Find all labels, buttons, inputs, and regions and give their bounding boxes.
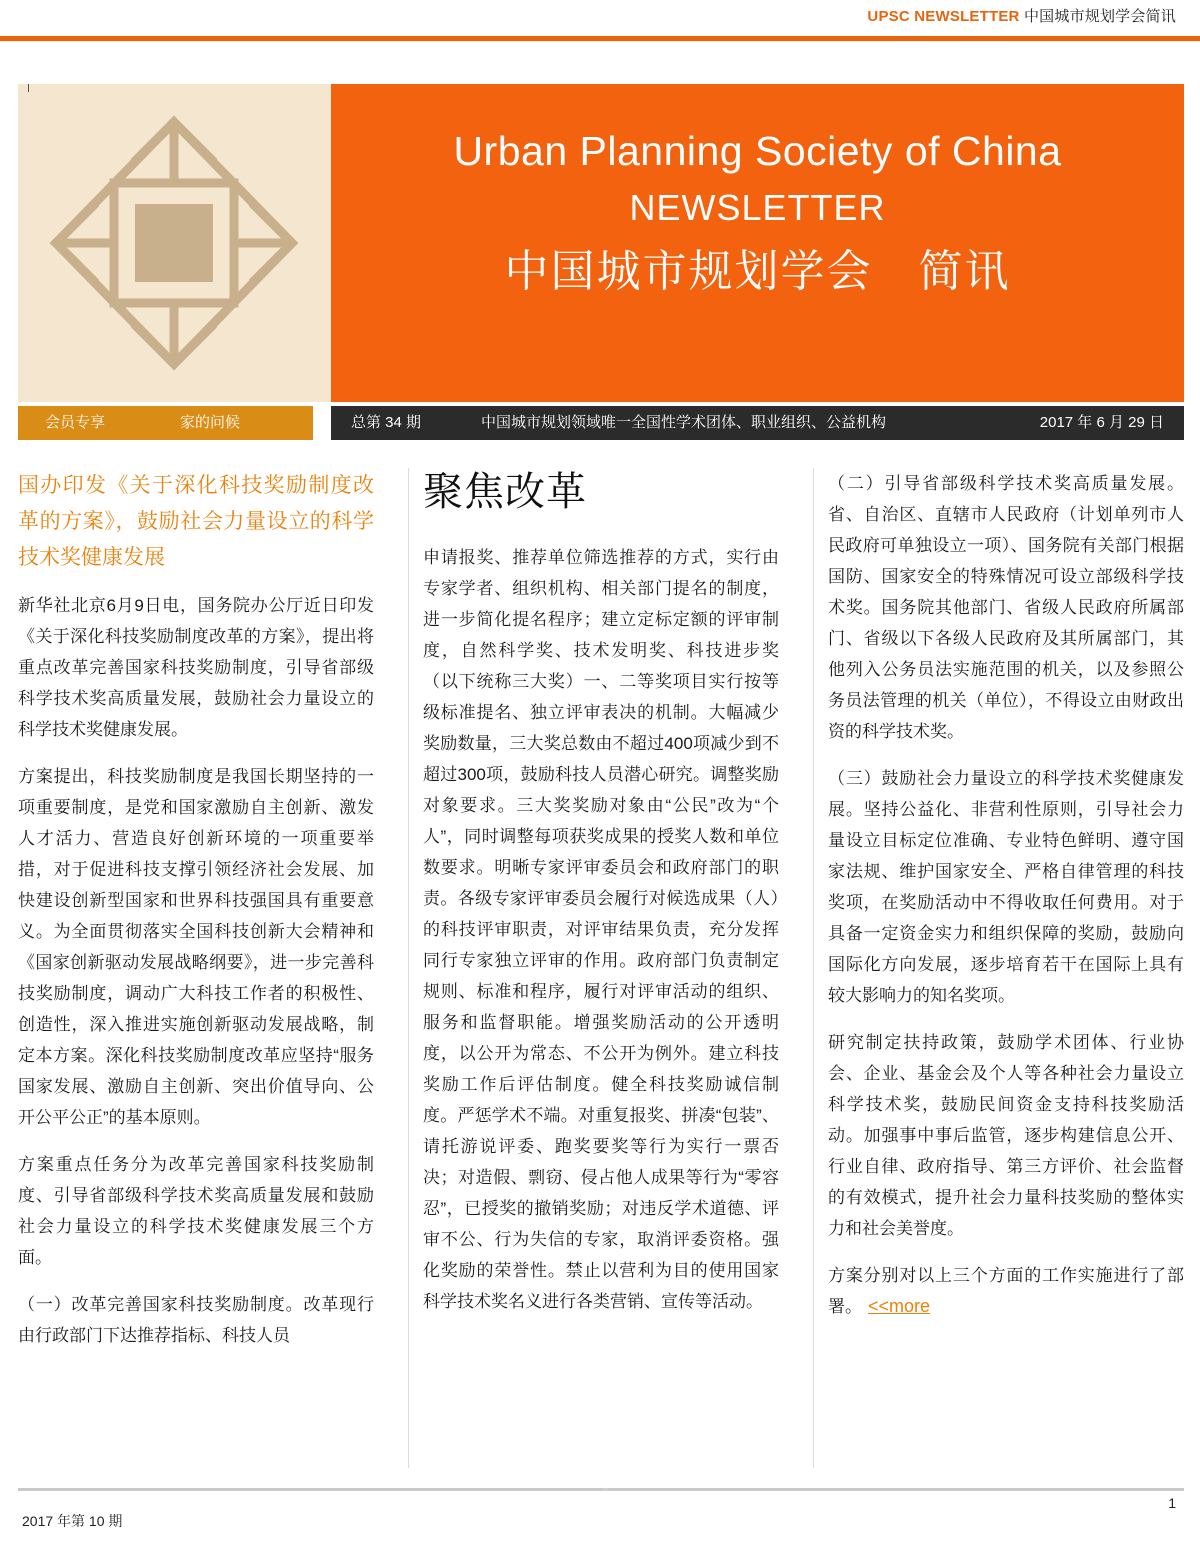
greeting-label: 家的问候 (180, 414, 241, 431)
column-1-paragraph-2: 方案提出，科技奖励制度是我国长期坚持的一项重要制度，是党和国家激励自主创新、激发人才活力、营造良好创新环境的一项重要举措，对于促进科技支撑引领经济社会发展、加快建设创新型国家和世界科技强国具有重要意义。为全面贯彻落实全国科技创新大会精神和《国家创新驱动发展战略纲要》，进一步完善科技奖励制度，调动广大科技工作者的积极性、创造性，深入推进实施创新驱动发展战略，制定本方案。深化科技奖励制度改革应坚持“服务国家发展、激励自主创新、突出价值导向、公开公平公正”的基本原则。 (18, 767, 374, 1127)
issue-number: 总第 34 期 (351, 414, 422, 431)
column-3-paragraph-3: 研究制定扶持政策，鼓励学术团体、行业协会、企业、基金会及个人等各种社会力量设立科学技术奖，鼓励民间资金支持科技奖励活动。加强事中事后监管，逐步构建信息公开、行业自律、政府指导、第三方评价、社会监督的有效模式，提升社会力量科技奖励的整体实力和社会美誉度。 (828, 1033, 1184, 1238)
column-3-paragraph-1: （二）引导省部级科学技术奖高质量发展。省、自治区、直辖市人民政府（计划单列市人民政府可单独设立一项）、国务院有关部门根据国防、国家安全的特殊情况可设立部级科学技术奖。国务院其他部门、省级人民政府所属部门、省级以下各级人民政府及其所属部门，其他列入公务员法实施范围的机关，以及参照公务员法管理的机关（单位），不得设立由财政出资的科学技术奖。 (828, 474, 1184, 741)
issue-date: 2017 年 6 月 29 日 (1039, 414, 1164, 431)
column-divider-1 (408, 468, 409, 1468)
column-1-paragraph-1: 新华社北京6月9日电，国务院办公厅近日印发《关于深化科技奖励制度改革的方案》，提出将重点改革完善国家科技奖励制度，引导省部级科学技术奖高质量发展，鼓励社会力量设立的科学技术奖健康发展。 (18, 596, 374, 739)
organization-descriptor: 中国城市规划领域唯一全国性学术团体、职业组织、公益机构 (481, 414, 887, 431)
column-3 (828, 468, 1184, 1338)
member-strip (18, 406, 313, 440)
article-headline: 国办印发《关于深化科技奖励制度改革的方案》，鼓励社会力量设立的科学技术奖健康发展 (18, 474, 374, 569)
column-1 (18, 468, 374, 1367)
column-3-paragraph-2: （三）鼓励社会力量设立的科学技术奖健康发展。坚持公益化、非营利性原则，引导社会力量设立目标定位准确、专业特色鲜明、遵守国家法规、维护国家安全、严格自律管理的科技奖项，在奖励活动中不得收取任何费用。对于具备一定资金实力和组织保障的奖励，鼓励向国际化方向发展，逐步培育若干在国际上具有较大影响力的知名奖项。 (828, 769, 1184, 1005)
issue-strip (18, 406, 1184, 440)
masthead-title-chinese: 中国城市规划学会 简讯 (504, 247, 1011, 296)
running-head-chinese: 中国城市规划学会简讯 (1023, 8, 1176, 25)
read-more-link[interactable]: <<more (868, 1296, 931, 1316)
page-number: 1 (1168, 1495, 1176, 1511)
column-3-paragraph-4-text: 方案分别对以上三个方面的工作实施进行了部署。 (828, 1266, 1184, 1316)
masthead (18, 84, 1184, 402)
footer-rule-right (608, 1488, 1184, 1491)
member-exclusive-label: 会员专享 (45, 414, 106, 431)
footer-rule-left (18, 1488, 603, 1491)
upsc-emblem-icon (18, 84, 331, 402)
masthead-title-english-line2: NEWSLETTER (629, 187, 886, 228)
logo-panel (18, 84, 331, 402)
column-2-paragraph-1: 申请报奖、推荐单位筛选推荐的方式，实行由专家学者、组织机构、相关部门提名的制度，进一步简化提名程序；建立定标定额的评审制度，自然科学奖、技术发明奖、科技进步奖（以下统称三大奖）一、二等奖项目实行按等级标准提名、独立评审表决的机制。大幅减少奖励数量，三大奖总数由不超过400项减少到不超过300项，鼓励科技人员潜心研究。调整奖励对象要求。三大奖奖励对象由“公民”改为“个人”，同时调整每项获奖成果的授奖人数和单位数要求。明晰专家评审委员会和政府部门的职责。各级专家评审委员会履行对候选成果（人）的科技评审职责，对评审结果负责，充分发挥同行专家独立评审的作用。政府部门负责制定规则、标准和程序，履行对评审活动的组织、服务和监督职能。增强奖励活动的公开透明度，以公开为常态、不公开为例外。建立科技奖励工作后评估制度。健全科技奖励诚信制度。严惩学术不端。对重复报奖、拼凑“包装”、请托游说评委、跑奖要奖等行为实行一票否决；对造假、剽窃、侵占他人成果等行为“零容忍”，已授奖的撤销奖励；对违反学术道德、评审不公、行为失信的专家，取消评委资格。强化奖励的荣誉性。禁止以营利为目的使用国家科学技术奖名义进行各类营销、宣传等活动。 (423, 548, 779, 1311)
column-3-paragraph-4 (828, 1260, 1184, 1322)
column-divider-2 (813, 468, 814, 1468)
section-title: 聚焦改革 (423, 470, 587, 514)
masthead-title-panel (331, 84, 1184, 402)
column-1-paragraph-4: （一）改革完善国家科技奖励制度。改革现行由行政部门下达推荐指标、科技人员 (18, 1295, 374, 1345)
header-rule-accent (0, 38, 1200, 41)
footer-rule (18, 1488, 1184, 1491)
masthead-title-english-line1: Urban Planning Society of China (453, 128, 1062, 174)
running-head-english: UPSC NEWSLETTER (867, 8, 1020, 25)
column-2 (423, 468, 779, 1333)
column-1-paragraph-3: 方案重点任务分为改革完善国家科技奖励制度、引导省部级科学技术奖高质量发展和鼓励社会力量设立的科学技术奖健康发展三个方面。 (18, 1155, 374, 1267)
article-columns (18, 468, 1184, 1468)
issue-info-strip (331, 406, 1184, 440)
running-head (0, 0, 1200, 34)
crop-tick-mark (28, 84, 29, 92)
footer-issue-label: 2017 年第 10 期 (22, 1513, 123, 1529)
